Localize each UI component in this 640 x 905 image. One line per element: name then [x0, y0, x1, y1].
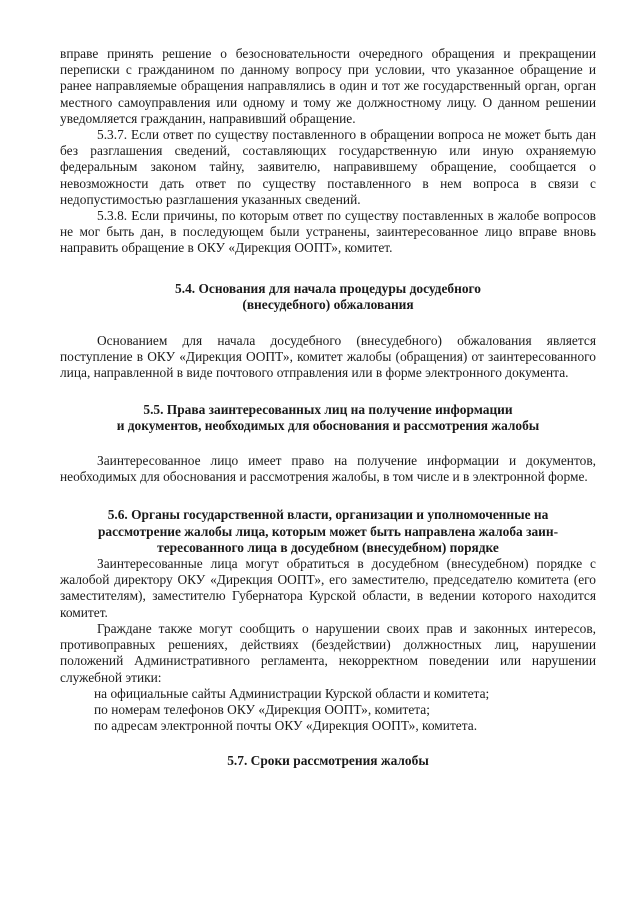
paragraph-5-6-b: Граждане также могут сообщить о нарушении своих прав и законных интересов, противоправных решениях, действиях (бездействии) должностных лиц, нарушении положений Административного регламента, некорректном поведении или нарушении служебной этики:: [60, 620, 596, 685]
heading-line: (внесудебного) обжалования: [242, 296, 414, 312]
document-page: [60, 46, 596, 770]
paragraph-continuation: вправе принять решение о безосновательности очередного обращения и прекращении переписки с гражданином по данному вопросу при условии, что указанное обращение и ранее направляемые обращения направлялись в один и тот же государственный орган, орган местного самоуправления или одному и тому же должностному лицу. О данном решении уведомляется гражданин, направивший обращение.: [60, 46, 596, 126]
heading-line: и документов, необходимых для обоснования и рассмотрения жалобы: [116, 417, 540, 433]
list-item: по адресам электронной почты ОКУ «Дирекция ООПТ», комитета.: [94, 718, 478, 734]
list-item: по номерам телефонов ОКУ «Дирекция ООПТ», комитета;: [94, 701, 430, 717]
heading-line: тересованного лица в досудебном (внесудебном) порядке: [157, 539, 499, 555]
heading-line: рассмотрение жалобы лица, которым может быть направлена жалоба заин-: [97, 523, 559, 539]
heading-5-4: [60, 281, 596, 313]
paragraph-5-6-a: Заинтересованные лица могут обратиться в досудебном (внесудебном) порядке с жалобой директору ОКУ «Дирекция ООПТ», его заместителю, председателю комитета (его заместителям), заместителю Губернатора Курской области, в ведении которого находится комитет.: [60, 556, 596, 620]
heading-5-7: 5.7. Сроки рассмотрения жалобы: [227, 753, 429, 769]
heading-line: 5.5. Права заинтересованных лиц на получение информации: [143, 401, 513, 417]
paragraph-5-3-7: 5.3.7. Если ответ по существу поставленного в обращении вопроса не может быть дан без разглашения сведений, составляющих государственную или иную охраняемую федеральным законом тайну, заявителю, направившему обращение, сообщается о невозможности дать ответ по существу поставленного в нем вопроса в связи с недопустимостью разглашения указанных сведений.: [60, 127, 596, 207]
paragraph-5-3-8: 5.3.8. Если причины, по которым ответ по существу поставленных в жалобе вопросов не мог быть дан, в последующем были устранены, заинтересованное лицо вправе вновь направить обращение в ОКУ «Дирекция ООПТ», комитет.: [60, 208, 596, 256]
paragraph-5-4: Основанием для начала досудебного (внесудебного) обжалования является поступление в ОКУ «Дирекция ООПТ», комитет жалобы (обращения) от заинтересованного лица, направленной в виде почтового отправления или в форме электронного документа.: [60, 333, 596, 381]
list-item: на официальные сайты Администрации Курской области и комитета;: [94, 685, 490, 701]
paragraph-5-5: Заинтересованное лицо имеет право на получение информации и документов, необходимых для обоснования и рассмотрения жалобы, в том числе и в электронной форме.: [60, 453, 596, 485]
heading-line: 5.6. Органы государственной власти, организации и уполномоченные на: [107, 507, 549, 523]
heading-line: 5.4. Основания для начала процедуры досудебного: [175, 280, 481, 296]
heading-5-5: [60, 402, 596, 434]
heading-5-6: [60, 507, 596, 556]
